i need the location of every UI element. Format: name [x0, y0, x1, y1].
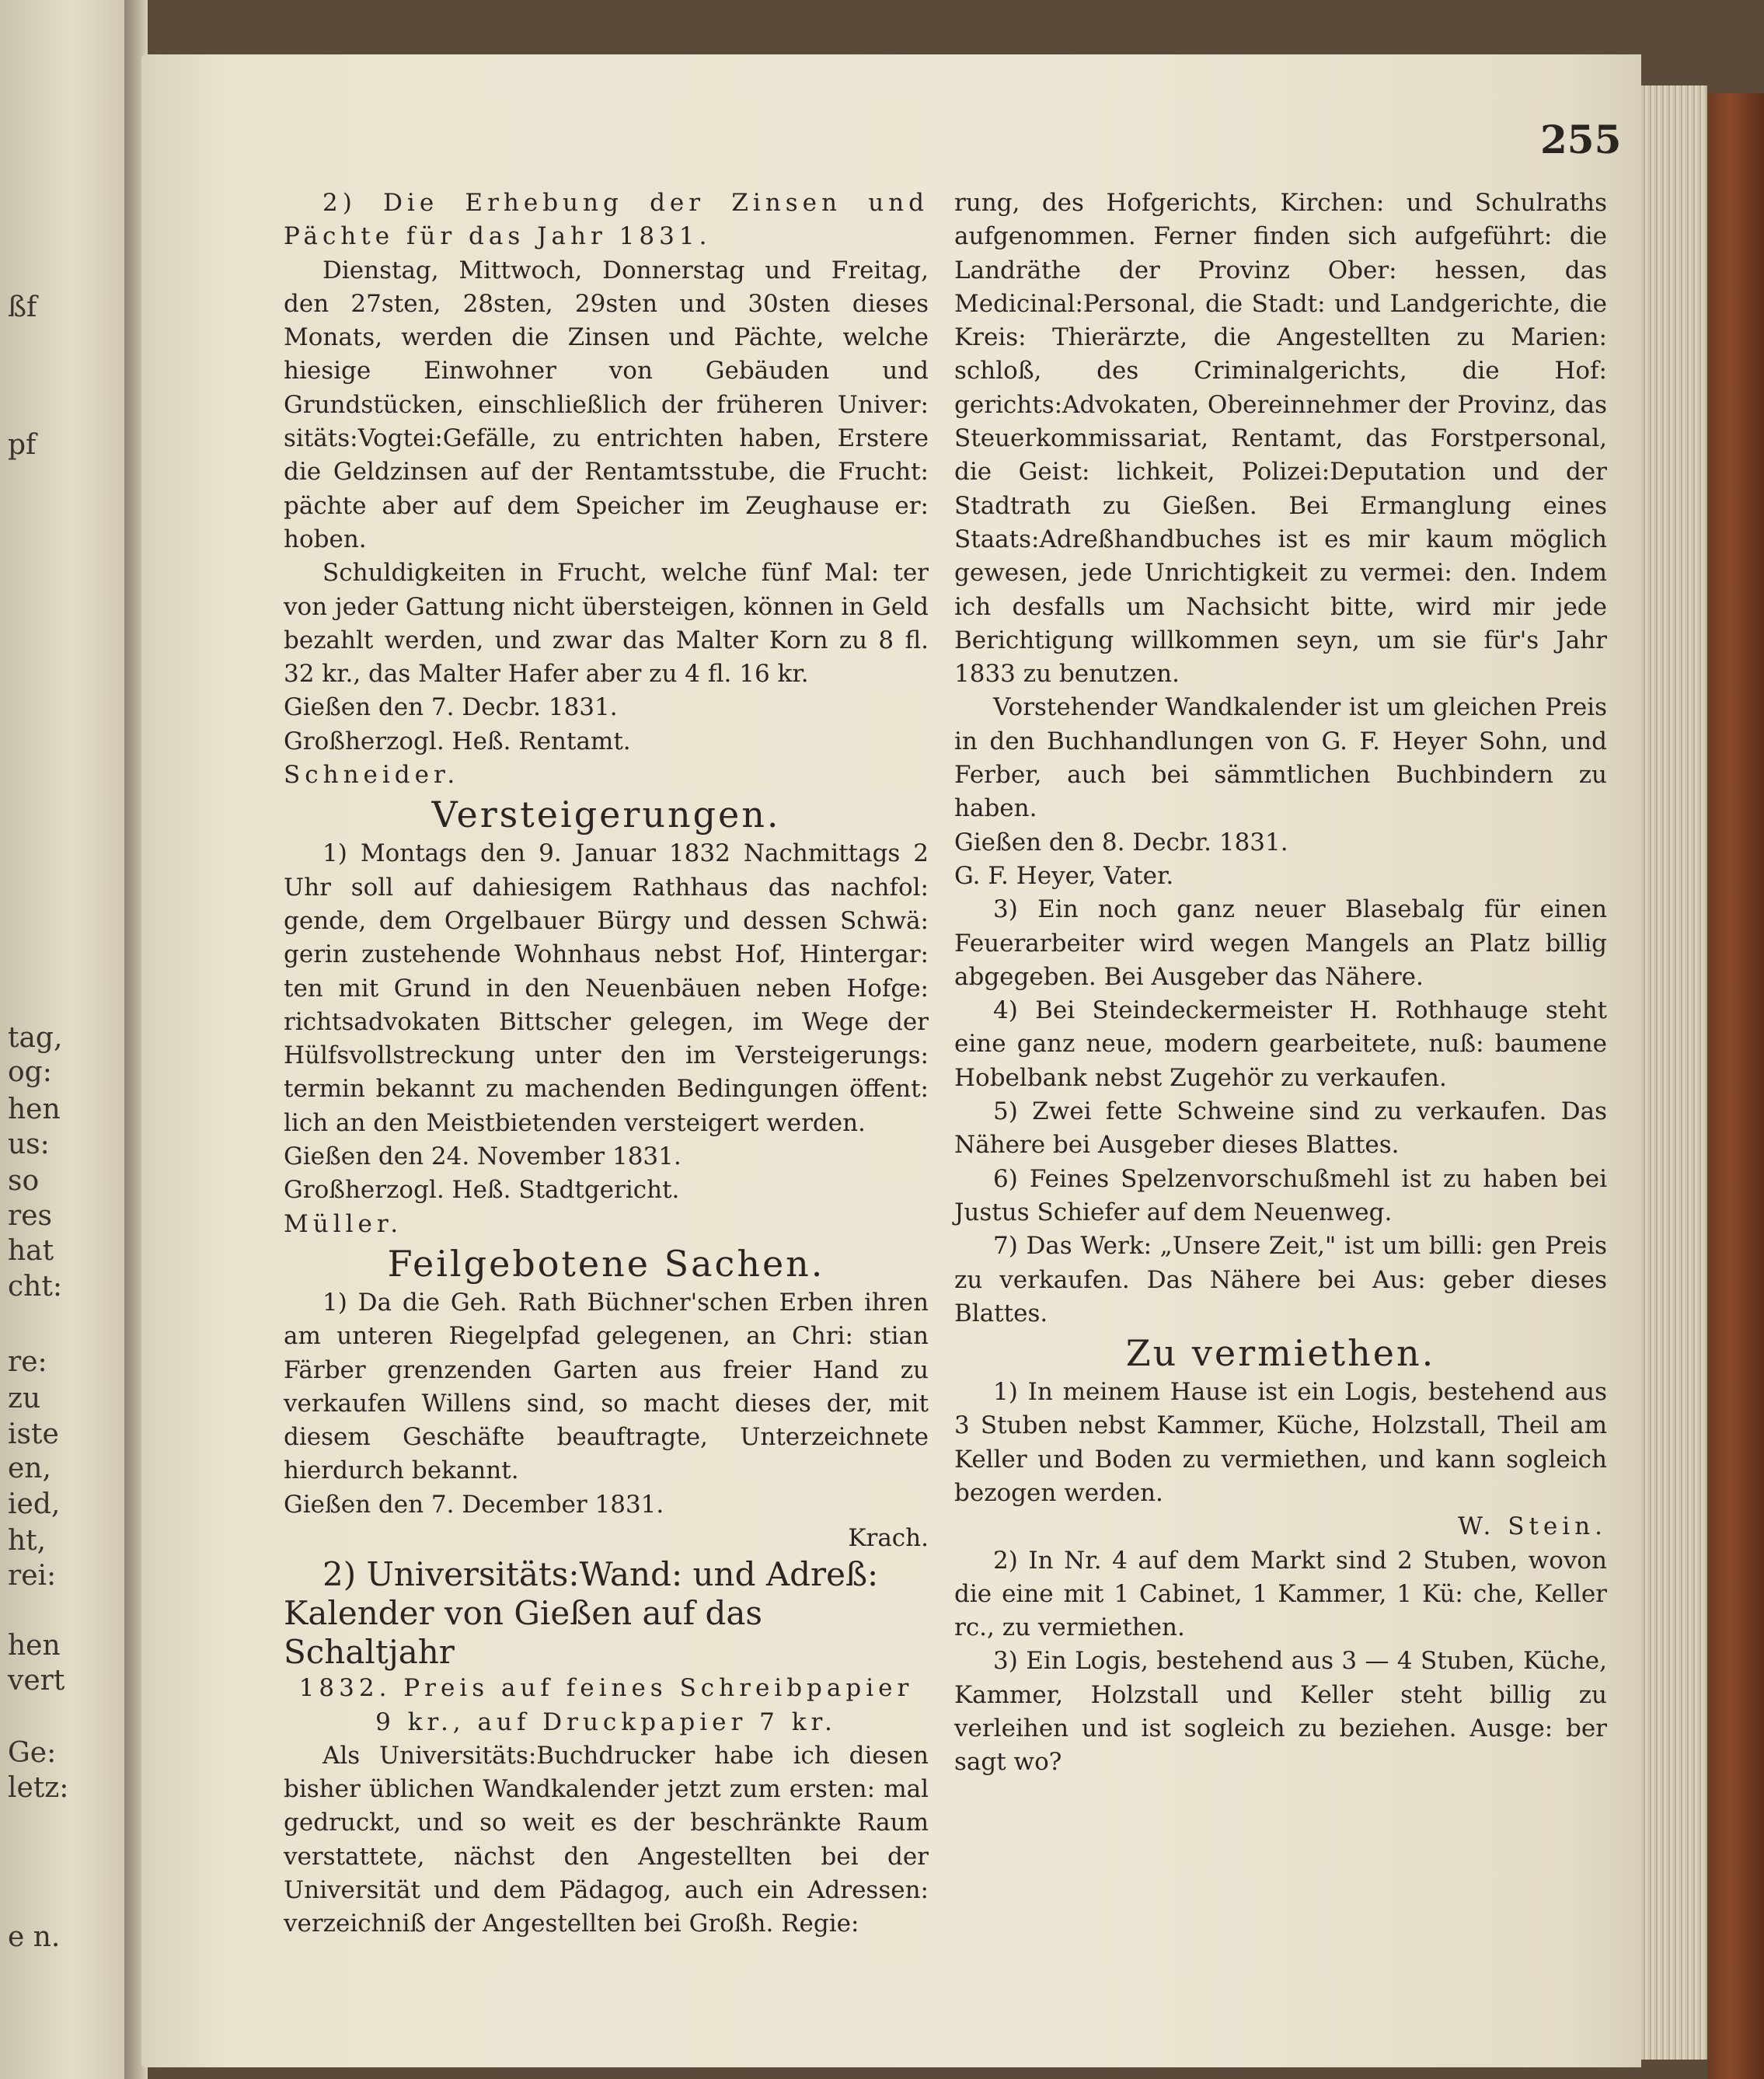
date-line: Gießen den 7. December 1831.	[284, 1490, 664, 1519]
signature-name: Krach.	[848, 1523, 929, 1552]
signature-authority: Großherzogl. Heß. Rentamt.	[284, 727, 631, 755]
paragraph: 5) Zwei fette Schweine sind zu verkaufen. Das Nähere bei Ausgeber dieses Blattes.	[954, 1097, 1607, 1160]
prev-fragment: res	[8, 1200, 52, 1232]
heading-feilgebotene-sachen: Feilgebotene Sachen.	[387, 1242, 825, 1285]
prev-fragment: tag,	[8, 1022, 63, 1054]
date-line: Gießen den 7. Decbr. 1831.	[284, 693, 618, 722]
book-cover	[1707, 93, 1764, 2079]
prev-fragment: letz:	[8, 1772, 69, 1804]
paragraph: Vorstehender Wandkalender ist um gleichen Preis in den Buchhandlungen von G. F. Heyer Sohn, und Ferber, auch bei sämmtlichen Buchbindern zu haben.	[954, 693, 1607, 823]
prev-fragment: hen	[8, 1630, 61, 1662]
paragraph: 1) In meinem Hause ist ein Logis, bestehend aus 3 Stuben nebst Kammer, Küche, Holzstall, Theil am Keller und Boden zu vermiethen, und kann sogleich bezogen werden.	[954, 1378, 1607, 1507]
date-line: Gießen den 24. November 1831.	[284, 1142, 682, 1171]
previous-page	[0, 0, 131, 2079]
prev-fragment: cht:	[8, 1271, 62, 1303]
paragraph: Als Universitäts:Buchdrucker habe ich diesen bisher üblichen Wandkalender jetzt zum ersten: mal gedruckt, und so weit es der beschränkte Raum verstattete, nächst den Angestellten bei der Universität und dem Pädagog, auch ein Adressen: verzeichniß der Angestellten bei Großh. Regie:	[284, 1741, 929, 1938]
prev-fragment: ied,	[8, 1488, 61, 1520]
left-column	[284, 187, 929, 1941]
prev-fragment: Ge:	[8, 1737, 57, 1769]
paragraph: 7) Das Werk: „Unsere Zeit," ist um billi: gen Preis zu verkaufen. Das Nähere bei Aus: geber dieses Blattes.	[954, 1232, 1607, 1327]
section-title: 2) Die Erhebung der Zinsen und Pächte für das Jahr 1831.	[284, 189, 929, 251]
prev-fragment: so	[8, 1165, 40, 1197]
paragraph: 3) Ein Logis, bestehend aus 3 — 4 Stuben, Küche, Kammer, Holzstall und Keller steht billig zu verleihen und ist sogleich zu beziehen. Ausge: ber sagt wo?	[954, 1647, 1607, 1777]
prev-fragment: rei:	[8, 1560, 57, 1592]
page-number: 255	[1540, 117, 1622, 162]
paragraph: 1) Montags den 9. Januar 1832 Nachmittags 2 Uhr soll auf dahiesigem Rathhaus das nachfol: gende, dem Orgelbauer Bürgy und dessen Schwä: gerin zustehende Wohnhaus nebst Hof, Hintergar: ten mit Grund in den Neuenbäuen neben Hofge: richtsadvokaten Bittscher gelegen, im Wege der Hülfsvollstreckung unter den im Versteigerungs: termin bekannt zu machenden Bedingungen öffent: lich an den Meistbietenden versteigert werden.	[284, 839, 929, 1137]
paragraph: rung, des Hofgerichts, Kirchen: und Schulraths aufgenommen. Ferner finden sich aufgeführt: die Landräthe der Provinz Ober: hessen, das Medicinal:Personal, die Stadt: und Landgerichte, die Kreis: Thierärzte, die Angestellten zu Marien: schloß, des Criminalgerichts, die Hof: gerichts:Advokaten, Obereinnehmer der Provinz, das Steuerkommissariat, Rentamt, das Forstpersonal, die Geist: lichkeit, Polizei:Deputation und der Stadtrath zu Gießen. Bei Ermanglung eines Staats:Adreßhandbuches ist es mir kaum möglich gewesen, jede Unrichtigkeit zu vermei: den. Indem ich desfalls um Nachsicht bitte, wird mir jede Berichtigung willkommen seyn, um sie für's Jahr 1833 zu benutzen.	[954, 189, 1607, 689]
prev-fragment: zu	[8, 1383, 41, 1414]
signature-name: W. Stein.	[1458, 1512, 1607, 1541]
prev-fragment: iste	[8, 1418, 59, 1450]
right-column	[954, 187, 1607, 1780]
paragraph: 2) In Nr. 4 auf dem Markt sind 2 Stuben, wovon die eine mit 1 Cabinet, 1 Kammer, 1 Kü: che, Keller rc., zu vermiethen.	[954, 1546, 1607, 1642]
signature-name: G. F. Heyer, Vater.	[954, 861, 1174, 890]
heading-zu-vermiethen: Zu vermiethen.	[1125, 1332, 1436, 1375]
prev-fragment: hen	[8, 1094, 61, 1125]
prev-fragment: e n.	[8, 1921, 61, 1953]
paragraph: Dienstag, Mittwoch, Donnerstag und Freitag, den 27sten, 28sten, 29sten und 30sten dieses Monats, werden die Zinsen und Pächte, welche hiesige Einwohner von Gebäuden und Grundstücken, einschließlich der früheren Univer: sitäts:Vogtei:Gefälle, zu entrichten haben, Erstere die Geldzinsen auf der Rentamtsstube, die Frucht: pächte aber auf dem Speicher im Zeughause er: hoben.	[284, 256, 929, 553]
signature-authority: Großherzogl. Heß. Stadtgericht.	[284, 1176, 680, 1205]
heading-versteigerungen: Versteigerungen.	[431, 794, 781, 836]
item-title: 2) Universitäts:Wand: und Adreß: Kalender von Gießen auf das Schaltjahr	[284, 1555, 879, 1672]
prev-fragment: pf	[8, 429, 37, 461]
prev-fragment: hat	[8, 1235, 54, 1267]
prev-fragment: en,	[8, 1453, 51, 1484]
prev-fragment: og:	[8, 1056, 52, 1088]
signature-name: Müller.	[284, 1209, 403, 1238]
paragraph: 4) Bei Steindeckermeister H. Rothhauge steht eine ganz neue, modern gearbeitete, nuß: baumene Hobelbank nebst Zugehör zu verkaufen.	[954, 996, 1607, 1092]
prev-fragment: ßf	[8, 291, 37, 323]
paragraph: 6) Feines Spelzenvorschußmehl ist zu haben bei Justus Schiefer auf dem Neuenweg.	[954, 1164, 1607, 1226]
prev-fragment: us:	[8, 1128, 50, 1160]
prev-fragment: vert	[8, 1665, 65, 1697]
paragraph: 1) Da die Geh. Rath Büchner'schen Erben ihren am unteren Riegelpfad gelegenen, an Chri: stian Färber grenzenden Garten aus freier Hand zu verkaufen Willens sind, so macht dieses der, mit diesem Geschäfte beauftragte, Unterzeichnete hierdurch bekannt.	[284, 1288, 929, 1485]
item-price: 1832. Preis auf feines Schreibpapier 9 kr., auf Druckpapier 7 kr.	[298, 1674, 914, 1736]
paragraph: 3) Ein noch ganz neuer Blasebalg für einen Feuerarbeiter wird wegen Mangels an Platz billig abgegeben. Bei Ausgeber das Nähere.	[954, 895, 1607, 991]
page-edges	[1641, 85, 1707, 2060]
prev-fragment: ht,	[8, 1525, 47, 1557]
paragraph: Schuldigkeiten in Frucht, welche fünf Mal: ter von jeder Gattung nicht übersteigen, können in Geld bezahlt werden, und zwar das Malter Korn zu 8 fl. 32 kr., das Malter Hafer aber zu 4 fl. 16 kr.	[284, 559, 929, 689]
date-line: Gießen den 8. Decbr. 1831.	[954, 828, 1288, 856]
signature-name: Schneider.	[284, 761, 460, 790]
prev-fragment: re:	[8, 1346, 47, 1378]
